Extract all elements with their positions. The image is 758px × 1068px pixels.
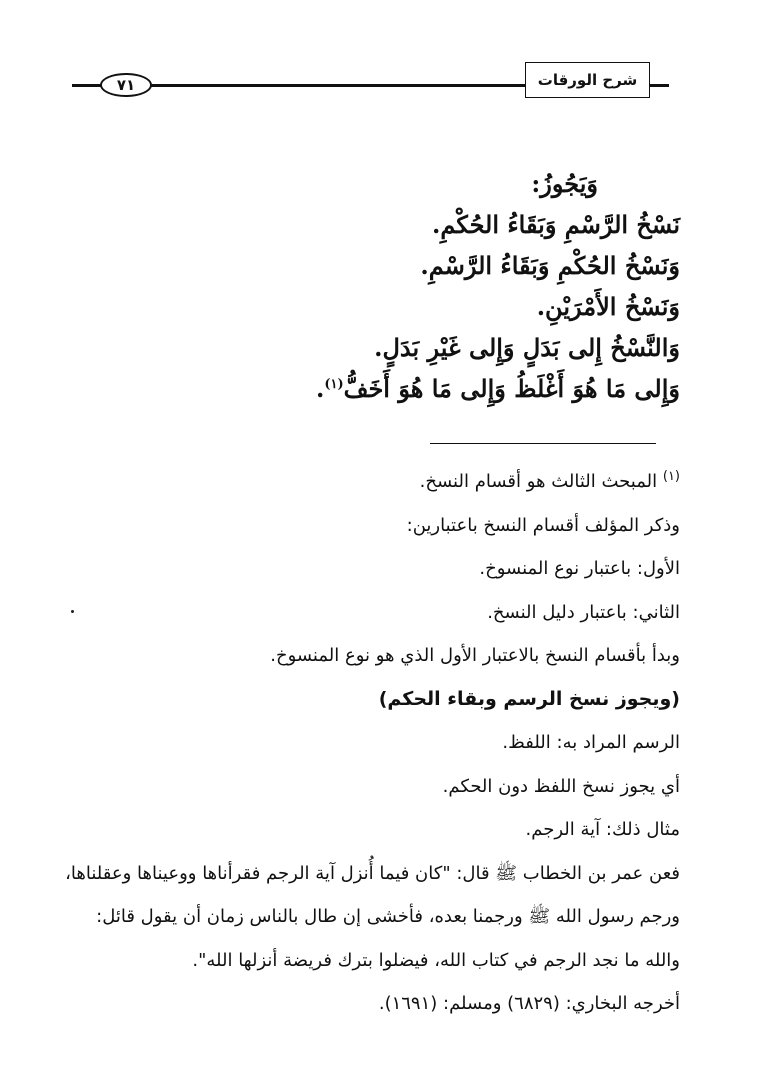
matn-text <box>80 163 680 409</box>
note-line: وذكر المؤلف أقسام النسخ باعتبارين: <box>406 514 680 536</box>
matn-line-end: . <box>315 374 325 403</box>
note-line: الأول: باعتبار نوع المنسوخ. <box>479 558 680 579</box>
note-line: مثال ذلك: آية الرجم. <box>525 819 680 840</box>
note-line: الرسم المراد به: اللفظ. <box>502 732 680 753</box>
note-line: أخرجه البخاري: (٦٨٢٩) ومسلم: (١٦٩١). <box>378 993 680 1014</box>
matn-line: وَالنَّسْخُ إِلى بَدَلٍ وَإِلى غَيْرِ بَدَلٍ. <box>374 333 680 362</box>
scan-speck <box>71 610 74 613</box>
matn-line-last <box>80 368 680 409</box>
footnote-reference: (١) <box>324 377 344 392</box>
footnote-number: (١) <box>662 469 680 484</box>
matn-line: وَنَسْخُ الأَمْرَيْنِ. <box>536 292 680 321</box>
running-title: شرح الورقات <box>525 62 650 98</box>
matn-line-text: وَإِلى مَا هُوَ أَغْلَظُ وَإِلى مَا هُوَ أَخَفُّ <box>343 374 680 403</box>
note-line-text: المبحث الثالث هو أقسام النسخ. <box>419 471 658 492</box>
footnote-commentary <box>40 460 680 1026</box>
note-line: والله ما نجد الرجم في كتاب الله، فيضلوا بترك فريضة أنزلها الله". <box>192 949 680 971</box>
note-line <box>40 460 680 504</box>
footnote-separator <box>430 443 656 444</box>
matn-line: وَنَسْخُ الحُكْمِ وَبَقَاءُ الرَّسْمِ. <box>420 251 680 280</box>
note-line: ورجم رسول الله ﷺ ورجمنا بعده، فأخشى إن طال بالناس زمان أن يقول قائل: <box>96 906 680 927</box>
note-line: أي يجوز نسخ اللفظ دون الحكم. <box>442 775 680 797</box>
note-line: الثاني: باعتبار دليل النسخ. <box>487 601 680 623</box>
note-line: فعن عمر بن الخطاب ﷺ قال: "كان فيما أُنزل آية الرجم فقرأناها ووعيناها وعقلناها، <box>65 862 680 884</box>
matn-line: وَيَجُوزُ: <box>531 169 598 198</box>
matn-line: نَسْخُ الرَّسْمِ وَبَقَاءُ الحُكْمِ. <box>431 210 680 239</box>
note-line: وبدأ بأقسام النسخ بالاعتبار الأول الذي هو نوع المنسوخ. <box>270 645 680 666</box>
page-number: ٧١ <box>100 73 152 97</box>
note-heading: (ويجوز نسخ الرسم وبقاء الحكم) <box>378 687 680 710</box>
